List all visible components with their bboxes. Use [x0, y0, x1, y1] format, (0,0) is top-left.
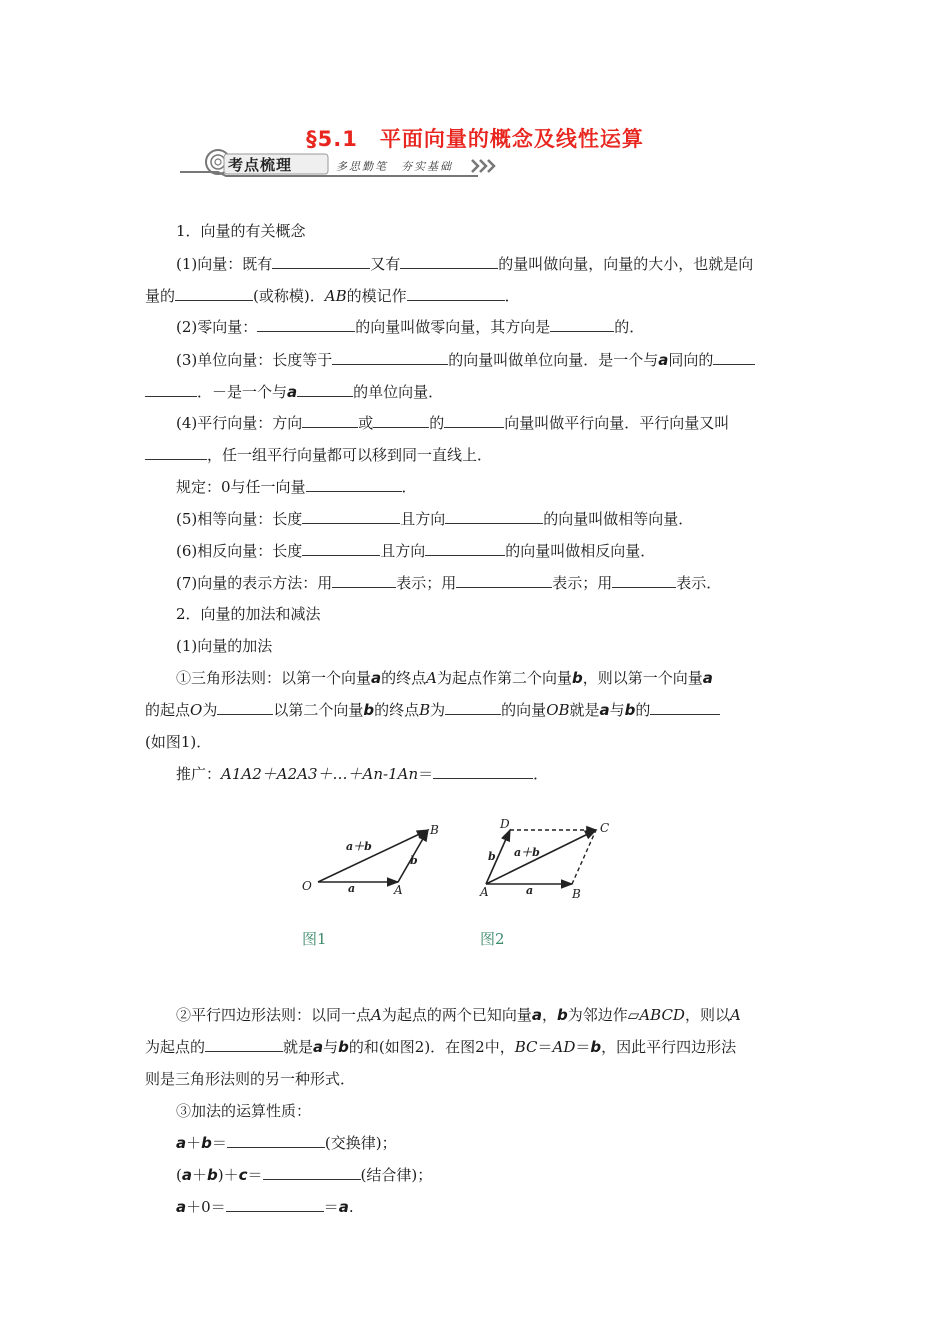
fig1-label-B: B	[430, 823, 439, 837]
fig1-label-a: a	[348, 882, 356, 895]
fig2-label-B: B	[572, 887, 581, 901]
fig2-label-a: a	[526, 884, 534, 897]
paragraph-parallelogram-rule-1: ②平行四边形法则：以同一点A为起点的两个已知向量a，b为邻边作▱ABCD，则以A	[176, 1006, 741, 1024]
banner-subtitle: 多思勤笔 夯实基础	[336, 160, 453, 173]
paragraph-generalization: 推广：A1A2＋A2A3＋…＋An-1An＝ ．	[176, 765, 549, 783]
paragraph-properties: ③加法的运算性质：	[176, 1102, 312, 1120]
banner-label: 考点梳理	[228, 156, 293, 174]
paragraph-parallelogram-rule-2: 为起点的 就是a与b的和(如图2)．在图2中，BC＝AD＝b，因此平行四边形法	[145, 1038, 737, 1056]
paragraph-triangle-rule-2: 的起点O为 以第二个向量b的终点B为 的向量OB就是a与b的	[145, 700, 720, 720]
fig1-label-O: O	[302, 879, 312, 893]
fig2-label-D: D	[500, 817, 510, 831]
paragraph-rule: 规定：0与任一向量 ．	[176, 478, 417, 496]
vector-figures	[290, 810, 630, 910]
paragraph-parallel-vector-1: (4)平行向量：方向 或 的 向量叫做平行向量．平行向量又叫	[176, 414, 730, 432]
paragraph-triangle-rule-1: ①三角形法则：以第一个向量a的终点A为起点作第二个向量b，则以第一个向量a	[176, 669, 713, 687]
paragraph-vector-def-2: 量的 (或称模)．AB的模记作 ．	[145, 287, 520, 305]
paragraph-unit-vector-2: ．－是一个与a 的单位向量．	[145, 382, 443, 402]
fig2-label-C: C	[600, 821, 610, 835]
paragraph-opposite-vector: (6)相反向量：长度 且方向 的向量叫做相反向量．	[176, 542, 656, 560]
law-zero: a＋0＝ ＝a.	[176, 1198, 354, 1216]
paragraph-zero-vector: (2)零向量： 的向量叫做零向量，其方向是 的．	[176, 318, 645, 336]
fig1-label-b: b	[410, 854, 418, 867]
section-2-heading: 2．向量的加法和减法	[176, 605, 321, 623]
fig2-label-sum: a＋b	[514, 846, 540, 859]
paragraph-parallel-vector-2: ，任一组平行向量都可以移到同一直线上．	[145, 445, 492, 465]
fig1-label-sum: a＋b	[346, 840, 372, 853]
paragraph-unit-vector-1: (3)单位向量：长度等于 的向量叫做单位向量．是一个与a同向的	[176, 350, 755, 370]
law-commutative: a＋b＝ (交换律)；	[176, 1134, 397, 1152]
paragraph-triangle-rule-3: (如图1)．	[145, 733, 212, 751]
figure-2-parallelogram	[479, 817, 609, 901]
figure-1-triangle	[302, 823, 439, 897]
fig2-label-b: b	[488, 850, 496, 863]
page-title: §5.1 平面向量的概念及线性运算	[306, 127, 644, 151]
paragraph-equal-vector: (5)相等向量：长度 且方向 的向量叫做相等向量．	[176, 510, 694, 528]
law-associative: (a＋b)＋c＝ (结合律)；	[176, 1166, 433, 1184]
paragraph-representation: (7)向量的表示方法：用 表示；用 表示；用 表示．	[176, 574, 722, 592]
section-1-heading: 1．向量的有关概念	[176, 222, 306, 240]
fig2-label-A: A	[480, 885, 489, 899]
subsection-addition: (1)向量的加法	[176, 637, 273, 655]
fig1-label-A: A	[394, 883, 403, 897]
paragraph-vector-def-1: (1)向量：既有 又有 的量叫做向量，向量的大小，也就是向	[176, 255, 754, 273]
figure-2-caption: 图2	[480, 930, 505, 948]
paragraph-parallelogram-rule-3: 则是三角形法则的另一种形式．	[145, 1070, 356, 1088]
figure-1-caption: 图1	[302, 930, 327, 948]
